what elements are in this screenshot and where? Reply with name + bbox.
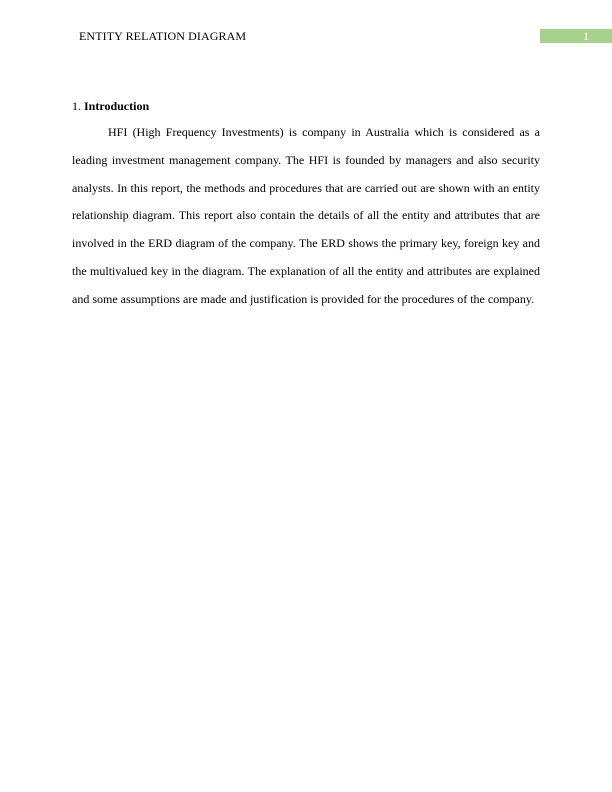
introduction-paragraph: HFI (High Frequency Investments) is company in Australia which is considered as a leading investment management company. The HFI is founded by managers and also security analysts. In this report, the methods and procedures that are carried out are shown with an entity relationship diagram. This report also contain the details of all the entity and attributes that are involved in the ERD diagram of the company. The ERD shows the primary key, foreign key and the multivalued key in the diagram. The explanation of all the entity and attributes are explained and some assumptions are made and justification is provided for the procedures of the company. <box>72 125 540 306</box>
page-number-box <box>540 29 612 43</box>
running-head: ENTITY RELATION DIAGRAM <box>79 29 247 43</box>
section-number: 1. <box>72 99 81 113</box>
page-number: 1 <box>583 29 589 43</box>
section-title: Introduction <box>84 99 150 113</box>
section-heading <box>72 99 149 113</box>
